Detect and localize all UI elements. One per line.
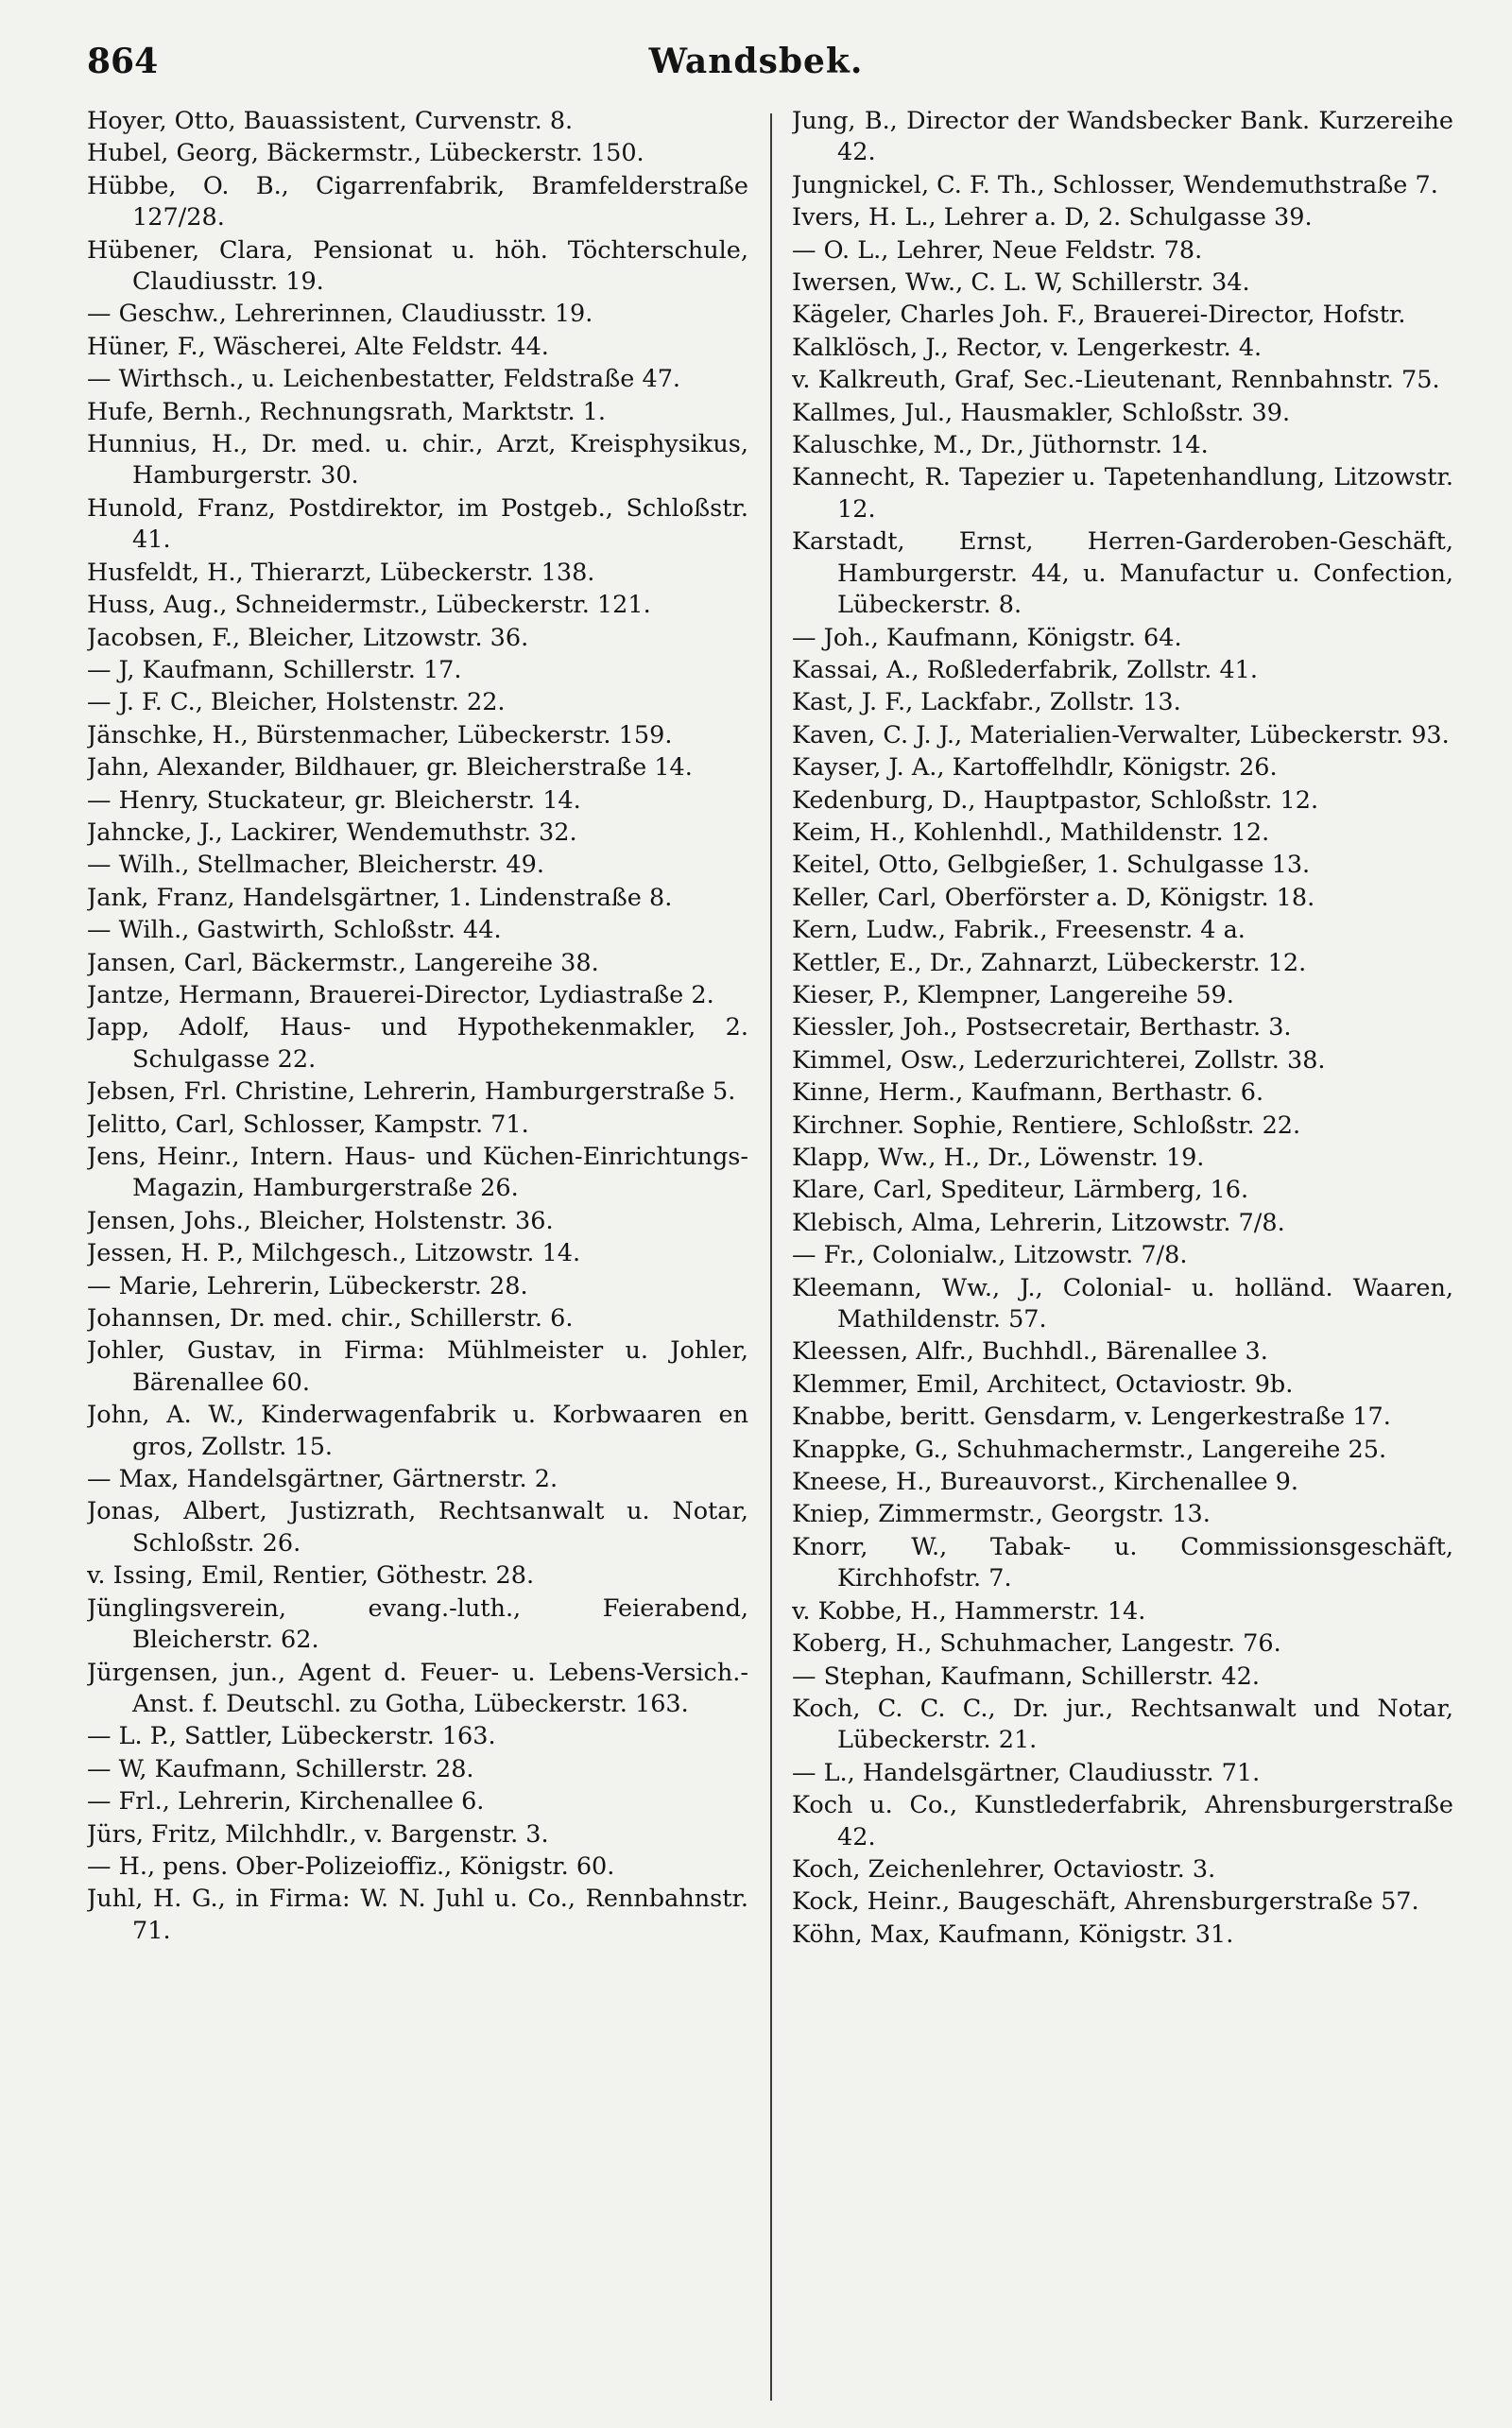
directory-entry: Kern, Ludw., Fabrik., Freesenstr. 4 a. — [792, 916, 1246, 945]
directory-entry: Kedenburg, D., Hauptpastor, Schloßstr. 12. — [792, 785, 1319, 815]
directory-entry: Kneese, H., Bureauvorst., Kirchenallee 9. — [792, 1468, 1299, 1497]
directory-entry: Kaluschke, M., Dr., Jüthornstr. 14. — [792, 431, 1209, 460]
directory-entry: — O. L., Lehrer, Neue Feldstr. 78. — [792, 235, 1203, 265]
directory-entry: Kayser, J. A., Kartoffelhdlr, Königstr. 26. — [792, 753, 1278, 783]
directory-entry: Kassai, A., Roßlederfabrik, Zollstr. 41. — [792, 655, 1259, 684]
running-head: Wandsbek. — [648, 42, 864, 81]
directory-entry: Koch u. Co., Kunstlederfabrik, Ahrensburgerstraße 42. — [792, 1791, 1453, 1851]
directory-entry: — J, Kaufmann, Schillerstr. 17. — [87, 655, 462, 684]
directory-entry: Jonas, Albert, Justizrath, Rechtsanwalt u. Notar, Schloßstr. 26. — [87, 1497, 748, 1558]
directory-entry: Kast, J. F., Lackfabr., Zollstr. 13. — [792, 688, 1181, 717]
left-column — [87, 106, 748, 2393]
directory-entry: Kaven, C. J. J., Materialien-Verwalter, Lübeckerstr. 93. — [792, 720, 1450, 749]
directory-entry: v. Issing, Emil, Rentier, Göthestr. 28. — [87, 1561, 535, 1591]
directory-entry: Japp, Adolf, Haus- und Hypothekenmakler, 2. Schulgasse 22. — [87, 1013, 748, 1074]
directory-entry: Johler, Gustav, in Firma: Mühlmeister u. Johler, Bärenallee 60. — [87, 1336, 748, 1397]
directory-entry: Keitel, Otto, Gelbgießer, 1. Schulgasse 13. — [792, 851, 1311, 880]
directory-entry: Johannsen, Dr. med. chir., Schillerstr. 6. — [87, 1304, 574, 1334]
directory-entry: — L. P., Sattler, Lübeckerstr. 163. — [87, 1722, 496, 1751]
directory-entry: Hübener, Clara, Pensionat u. höh. Töchterschule, Claudiusstr. 19. — [87, 235, 748, 297]
directory-entry: Ivers, H. L., Lehrer a. D, 2. Schulgasse 39. — [792, 203, 1313, 232]
directory-entry: Kleessen, Alfr., Buchhdl., Bärenallee 3. — [792, 1337, 1268, 1367]
directory-entry: Jungnickel, C. F. Th., Schlosser, Wendemuthstraße 7. — [792, 170, 1438, 199]
directory-entry: Hunnius, H., Dr. med. u. chir., Arzt, Kreisphysikus, Hamburgerstr. 30. — [87, 430, 748, 491]
directory-entry: Hunold, Franz, Postdirektor, im Postgeb., Schloßstr. 41. — [87, 493, 748, 555]
directory-entry: Kannecht, R. Tapezier u. Tapetenhandlung, Litzowstr. 12. — [792, 463, 1453, 524]
directory-entry: Hufe, Bernh., Rechnungsrath, Marktstr. 1. — [87, 397, 606, 426]
directory-entry: Klapp, Ww., H., Dr., Löwenstr. 19. — [792, 1144, 1205, 1172]
directory-entry: Hüner, F., Wäscherei, Alte Feldstr. 44. — [87, 332, 549, 361]
directory-entry: Kimmel, Osw., Lederzurichterei, Zollstr. 38. — [792, 1045, 1326, 1075]
directory-entry: Juhl, H. G., in Firma: W. N. Juhl u. Co., Rennbahnstr. 71. — [87, 1885, 748, 1945]
directory-entry: Jantze, Hermann, Brauerei-Director, Lydiastraße 2. — [87, 980, 714, 1009]
directory-entry: Kock, Heinr., Baugeschäft, Ahrensburgerstraße 57. — [792, 1887, 1419, 1917]
directory-entry: Iwersen, Ww., C. L. W, Schillerstr. 34. — [792, 268, 1250, 298]
directory-entry: Hubel, Georg, Bäckermstr., Lübeckerstr. 150. — [87, 139, 644, 168]
directory-entry: — Wilh., Gastwirth, Schloßstr. 44. — [87, 916, 502, 945]
directory-entry: Koberg, H., Schuhmacher, Langestr. 76. — [792, 1629, 1281, 1659]
directory-entry: — Henry, Stuckateur, gr. Bleicherstr. 14. — [87, 785, 581, 815]
directory-entry: Knappke, G., Schuhmachermstr., Langereihe 25. — [792, 1435, 1387, 1464]
directory-entry: Jürs, Fritz, Milchhdlr., v. Bargenstr. 3. — [87, 1819, 549, 1849]
directory-entry: Kiessler, Joh., Postsecretair, Berthastr. 3. — [792, 1013, 1292, 1042]
directory-entry: Jahncke, J., Lackirer, Wendemuthstr. 32. — [87, 818, 577, 847]
directory-entry: Knorr, W., Tabak- u. Commissionsgeschäft, Kirchhofstr. 7. — [792, 1532, 1453, 1593]
directory-entry: v. Kalkreuth, Graf, Sec.-Lieutenant, Rennbahnstr. 75. — [792, 366, 1440, 395]
directory-entry: Jünglingsverein, evang.-luth., Feierabend, Bleicherstr. 62. — [87, 1593, 748, 1655]
directory-entry: Jank, Franz, Handelsgärtner, 1. Lindenstraße 8. — [87, 883, 673, 912]
directory-entry: Keller, Carl, Oberförster a. D, Königstr. 18. — [792, 883, 1315, 912]
directory-entry: — W, Kaufmann, Schillerstr. 28. — [87, 1754, 474, 1783]
page-header — [0, 42, 1512, 95]
directory-entry: Hübbe, O. B., Cigarrenfabrik, Bramfelderstraße 127/28. — [87, 171, 748, 232]
directory-entry: Jung, B., Director der Wandsbecker Bank. Kurzereihe 42. — [792, 107, 1453, 167]
directory-entry: Jebsen, Frl. Christine, Lehrerin, Hamburgerstraße 5. — [87, 1077, 736, 1107]
directory-entry: Kallmes, Jul., Hausmakler, Schloßstr. 39. — [792, 398, 1291, 427]
directory-entry: Kalklösch, J., Rector, v. Lengerkestr. 4. — [792, 333, 1263, 362]
directory-entry: Jensen, Johs., Bleicher, Holstenstr. 36. — [87, 1206, 554, 1235]
directory-entry: Köhn, Max, Kaufmann, Königstr. 31. — [792, 1920, 1234, 1949]
directory-entry: — Stephan, Kaufmann, Schillerstr. 42. — [792, 1662, 1260, 1691]
directory-entry: Koch, C. C. C., Dr. jur., Rechtsanwalt und Notar, Lübeckerstr. 21. — [792, 1694, 1453, 1755]
directory-entry: Jelitto, Carl, Schlosser, Kampstr. 71. — [87, 1110, 529, 1139]
directory-entry: — Frl., Lehrerin, Kirchenallee 6. — [87, 1787, 485, 1817]
directory-entry: Klemmer, Emil, Architect, Octaviostr. 9b. — [792, 1369, 1294, 1399]
directory-entry: Kinne, Herm., Kaufmann, Berthastr. 6. — [792, 1078, 1264, 1108]
column-divider — [770, 113, 772, 2401]
directory-entry: Karstadt, Ernst, Herren-Garderoben-Geschäft, Hamburgerstr. 44, u. Manufactur u. Confection, Lübeckerstr. 8. — [792, 527, 1453, 620]
directory-entry: — Wirthsch., u. Leichenbestatter, Feldstraße 47. — [87, 365, 681, 394]
directory-entry: John, A. W., Kinderwagenfabrik u. Korbwaaren en gros, Zollstr. 15. — [87, 1401, 748, 1461]
directory-entry: Kettler, E., Dr., Zahnarzt, Lübeckerstr. 12. — [792, 948, 1307, 977]
page-number: 864 — [87, 42, 159, 81]
directory-entry: Jens, Heinr., Intern. Haus- und Küchen-Einrichtungs-Magazin, Hamburgerstraße 26. — [87, 1143, 748, 1203]
directory-entry: Jansen, Carl, Bäckermstr., Langereihe 38. — [87, 948, 599, 977]
directory-entry: — Marie, Lehrerin, Lübeckerstr. 28. — [87, 1271, 528, 1300]
directory-entry: Kniep, Zimmermstr., Georgstr. 13. — [792, 1500, 1211, 1529]
directory-entry: Kägeler, Charles Joh. F., Brauerei-Director, Hofstr. — [792, 301, 1406, 330]
directory-entry: Jänschke, H., Bürstenmacher, Lübeckerstr. 159. — [87, 720, 673, 749]
directory-entry: Klebisch, Alma, Lehrerin, Litzowstr. 7/8. — [792, 1208, 1285, 1237]
directory-entry: — L., Handelsgärtner, Claudiusstr. 71. — [792, 1758, 1261, 1787]
directory-entry: Jessen, H. P., Milchgesch., Litzowstr. 14. — [87, 1239, 581, 1268]
directory-entry: — Max, Handelsgärtner, Gärtnerstr. 2. — [87, 1465, 558, 1494]
directory-entry: Kieser, P., Klempner, Langereihe 59. — [792, 980, 1234, 1009]
directory-entry: Husfeldt, H., Thierarzt, Lübeckerstr. 138. — [87, 558, 595, 587]
directory-entry: Knabbe, beritt. Gensdarm, v. Lengerkestraße 17. — [792, 1403, 1391, 1432]
directory-entry: — Joh., Kaufmann, Königstr. 64. — [792, 623, 1182, 652]
directory-entry: — Fr., Colonialw., Litzowstr. 7/8. — [792, 1241, 1188, 1270]
directory-entry: Jürgensen, jun., Agent d. Feuer- u. Lebens-Versich.-Anst. f. Deutschl. zu Gotha, Lübeckerstr. 163. — [87, 1658, 748, 1718]
directory-entry: v. Kobbe, H., Hammerstr. 14. — [792, 1596, 1146, 1626]
directory-entry: Keim, H., Kohlenhdl., Mathildenstr. 12. — [792, 818, 1270, 847]
directory-entry: — H., pens. Ober-Polizeioffiz., Königstr. 60. — [87, 1851, 615, 1881]
directory-entry: Kirchner. Sophie, Rentiere, Schloßstr. 22. — [792, 1111, 1301, 1140]
directory-entry: — J. F. C., Bleicher, Holstenstr. 22. — [87, 688, 506, 717]
right-column — [792, 106, 1453, 2393]
directory-entry: Huss, Aug., Schneidermstr., Lübeckerstr. 121. — [87, 591, 651, 620]
directory-entry: — Wilh., Stellmacher, Bleicherstr. 49. — [87, 851, 544, 880]
directory-entry: Hoyer, Otto, Bauassistent, Curvenstr. 8. — [87, 107, 574, 135]
directory-entry: Jacobsen, F., Bleicher, Litzowstr. 36. — [87, 623, 529, 652]
directory-entry: Jahn, Alexander, Bildhauer, gr. Bleicherstraße 14. — [87, 753, 693, 783]
directory-entry: Koch, Zeichenlehrer, Octaviostr. 3. — [792, 1854, 1216, 1884]
directory-entry: — Geschw., Lehrerinnen, Claudiusstr. 19. — [87, 300, 593, 329]
directory-entry: Kleemann, Ww., J., Colonial- u. holländ. Waaren, Mathildenstr. 57. — [792, 1273, 1453, 1335]
directory-entry: Klare, Carl, Spediteur, Lärmberg, 16. — [792, 1176, 1249, 1205]
